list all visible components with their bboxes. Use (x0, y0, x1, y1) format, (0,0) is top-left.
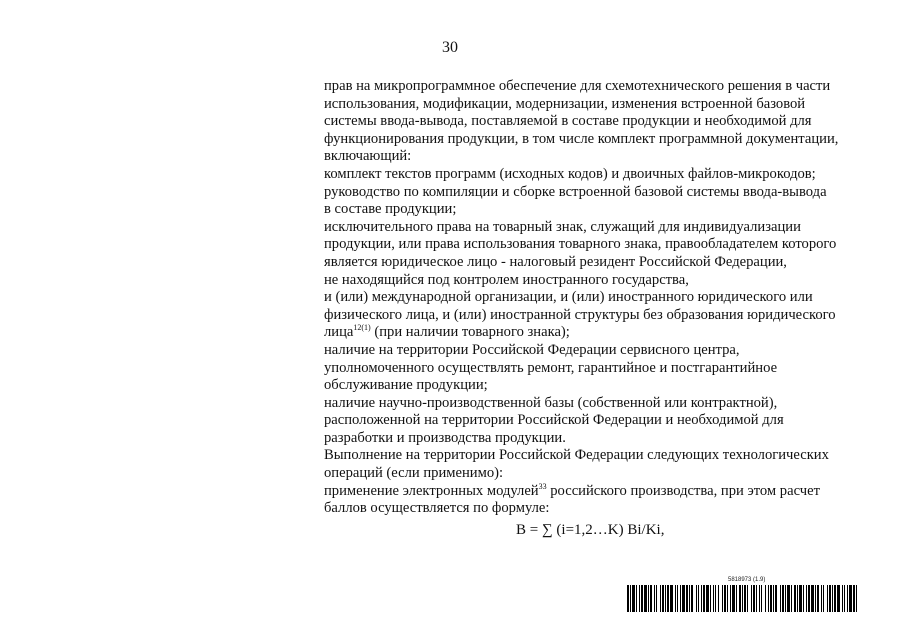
text-line (324, 254, 884, 272)
text-segment: расположенной на территории Российской Федерации и необходимой для (324, 412, 784, 429)
text-line (324, 447, 884, 465)
text-line (324, 148, 884, 166)
text-segment: баллов осуществляется по формуле: (324, 500, 550, 517)
text-segment: не находящийся под контролем иностранного государства, (324, 271, 689, 288)
footnote-marker: 33 (538, 481, 547, 491)
text-segment: уполномоченного осуществлять ремонт, гарантийное и постгарантийное (324, 359, 778, 376)
text-segment: функционирования продукции, в том числе комплект программной документации, (324, 130, 839, 147)
text-line (324, 483, 884, 501)
text-line (324, 272, 884, 290)
text-segment: операций (если применимо): (324, 465, 504, 482)
barcode (627, 585, 857, 612)
text-segment: прав на микропрограммное обеспечение для схемотехнического решения в части (324, 78, 831, 94)
text-segment: наличие на территории Российской Федерации сервисного центра, (324, 341, 740, 358)
text-segment: является юридическое лицо - налоговый резидент Российской Федерации, (324, 253, 787, 270)
text-line (324, 289, 884, 307)
text-line (324, 430, 884, 448)
footnote-marker: 12(1) (353, 323, 371, 333)
text-segment: в составе продукции; (324, 201, 457, 218)
text-line (324, 342, 884, 360)
text-line (324, 236, 884, 254)
text-line (324, 96, 884, 114)
text-segment: комплект текстов программ (исходных кодов) и двоичных файлов-микрокодов; (324, 165, 816, 182)
text-line (324, 395, 884, 413)
text-line (324, 324, 884, 342)
text-line (324, 465, 884, 483)
formula: B = ∑ (i=1,2…K) Bi/Ki, (516, 522, 665, 538)
text-segment: и (или) международной организации, и (или) иностранного юридического или (324, 289, 813, 306)
text-line (324, 166, 884, 184)
text-segment: Выполнение на территории Российской Федерации следующих технологических (324, 447, 829, 464)
text-line (324, 500, 884, 518)
text-segment: использования, модификации, модернизации, изменения встроенной базовой (324, 95, 806, 112)
text-line (324, 377, 884, 395)
text-segment: наличие научно-производственной базы (собственной или контрактной), (324, 394, 778, 411)
text-segment: обслуживание продукции; (324, 377, 488, 394)
body-text (324, 78, 884, 518)
text-segment: исключительного права на товарный знак, служащий для индивидуализации (324, 218, 801, 235)
text-line (324, 360, 884, 378)
text-segment: лица (324, 324, 354, 341)
text-line (324, 201, 884, 219)
text-line (324, 113, 884, 131)
text-segment: продукции, или права использования товарного знака, правообладателем которого (324, 236, 837, 253)
page-number: 30 (442, 39, 458, 56)
text-segment: разработки и производства продукции. (324, 429, 566, 446)
text-line (324, 184, 884, 202)
text-segment: руководство по компиляции и сборке встроенной базовой системы ввода-вывода (324, 183, 827, 200)
text-line (324, 412, 884, 430)
text-line (324, 219, 884, 237)
text-segment: (при наличии товарного знака); (370, 324, 570, 341)
text-segment: российского производства, при этом расчет (546, 482, 820, 499)
text-segment: системы ввода-вывода, поставляемой в составе продукции и необходимой для (324, 113, 812, 130)
text-line (324, 78, 884, 96)
text-line (324, 131, 884, 149)
barcode-label: 5818973 (1.9) (728, 577, 766, 583)
text-segment: включающий: (324, 148, 412, 165)
text-segment: физического лица, и (или) иностранной структуры без образования юридического (324, 306, 836, 323)
text-line (324, 307, 884, 325)
text-segment: применение электронных модулей (324, 482, 539, 499)
